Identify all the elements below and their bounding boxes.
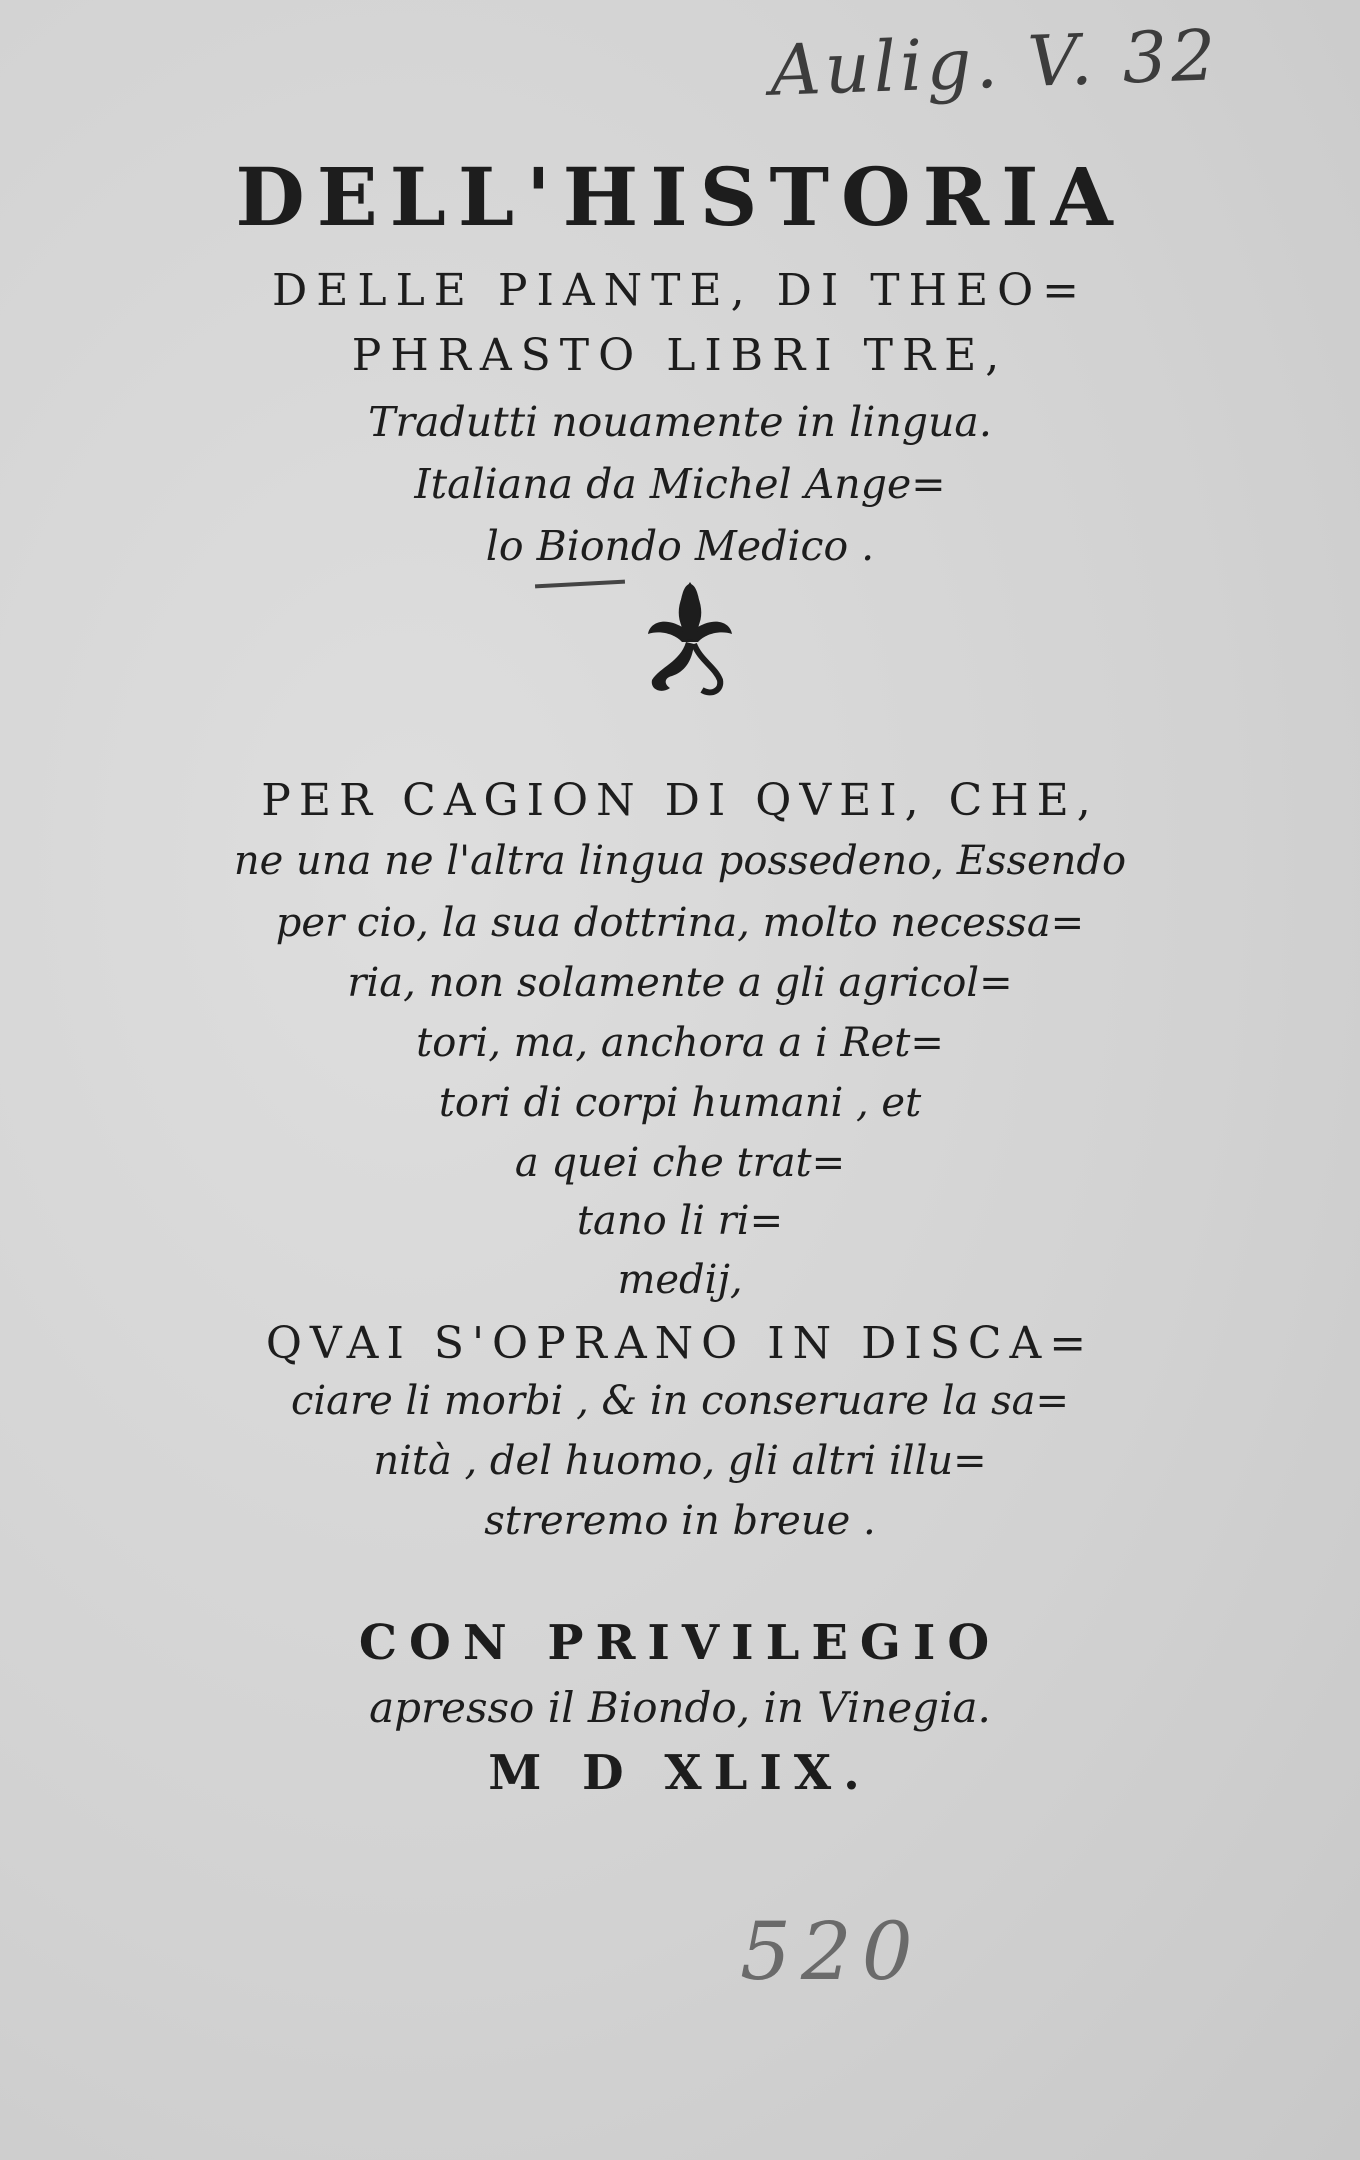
dedication-line-6: tori di corpi humani , et bbox=[438, 1080, 922, 1126]
handwritten-shelfmark: Aulig. V. 32 bbox=[768, 14, 1221, 112]
handwritten-number: 520 bbox=[740, 1905, 923, 1998]
imprint-line-3: M D XLIX. bbox=[488, 1745, 872, 1801]
imprint-line-1: CON PRIVILEGIO bbox=[358, 1615, 1002, 1671]
dedication-line-2: ne una ne l'altra lingua possedeno, Essendo bbox=[233, 838, 1127, 884]
title-line-4: Tradutti nouamente in lingua. bbox=[368, 398, 992, 446]
fleuron-icon bbox=[620, 572, 760, 712]
dedication-line-10: QVAI S'OPRANO IN DISCA= bbox=[265, 1318, 1095, 1369]
dedication-line-1: PER CAGION DI QVEI, CHE, bbox=[261, 775, 1099, 826]
dedication-line-3: per cio, la sua dottrina, molto necessa= bbox=[275, 900, 1085, 946]
title-line-6: lo Biondo Medico . bbox=[485, 522, 875, 570]
dedication-line-7: a quei che trat= bbox=[514, 1140, 846, 1186]
dedication-line-4: ria, non solamente a gli agricol= bbox=[347, 960, 1013, 1006]
dedication-line-8: tano li ri= bbox=[576, 1198, 784, 1244]
title-line-1: DELL'HISTORIA bbox=[235, 150, 1125, 244]
dedication-line-9: medij, bbox=[617, 1257, 743, 1303]
dedication-line-13: streremo in breue . bbox=[484, 1498, 876, 1544]
dedication-line-11: ciare li morbi , & in conseruare la sa= bbox=[290, 1378, 1070, 1424]
title-line-5: Italiana da Michel Ange= bbox=[414, 460, 946, 508]
title-line-2: DELLE PIANTE, DI THEO= bbox=[271, 265, 1089, 316]
title-line-3: PHRASTO LIBRI TRE, bbox=[351, 330, 1009, 381]
imprint-line-2: apresso il Biondo, in Vinegia. bbox=[369, 1683, 991, 1732]
dedication-line-5: tori, ma, anchora a i Ret= bbox=[416, 1020, 944, 1066]
dedication-line-12: nità , del huomo, gli altri illu= bbox=[373, 1438, 987, 1484]
show-through-text bbox=[140, 115, 150, 150]
title-rule bbox=[535, 580, 625, 589]
